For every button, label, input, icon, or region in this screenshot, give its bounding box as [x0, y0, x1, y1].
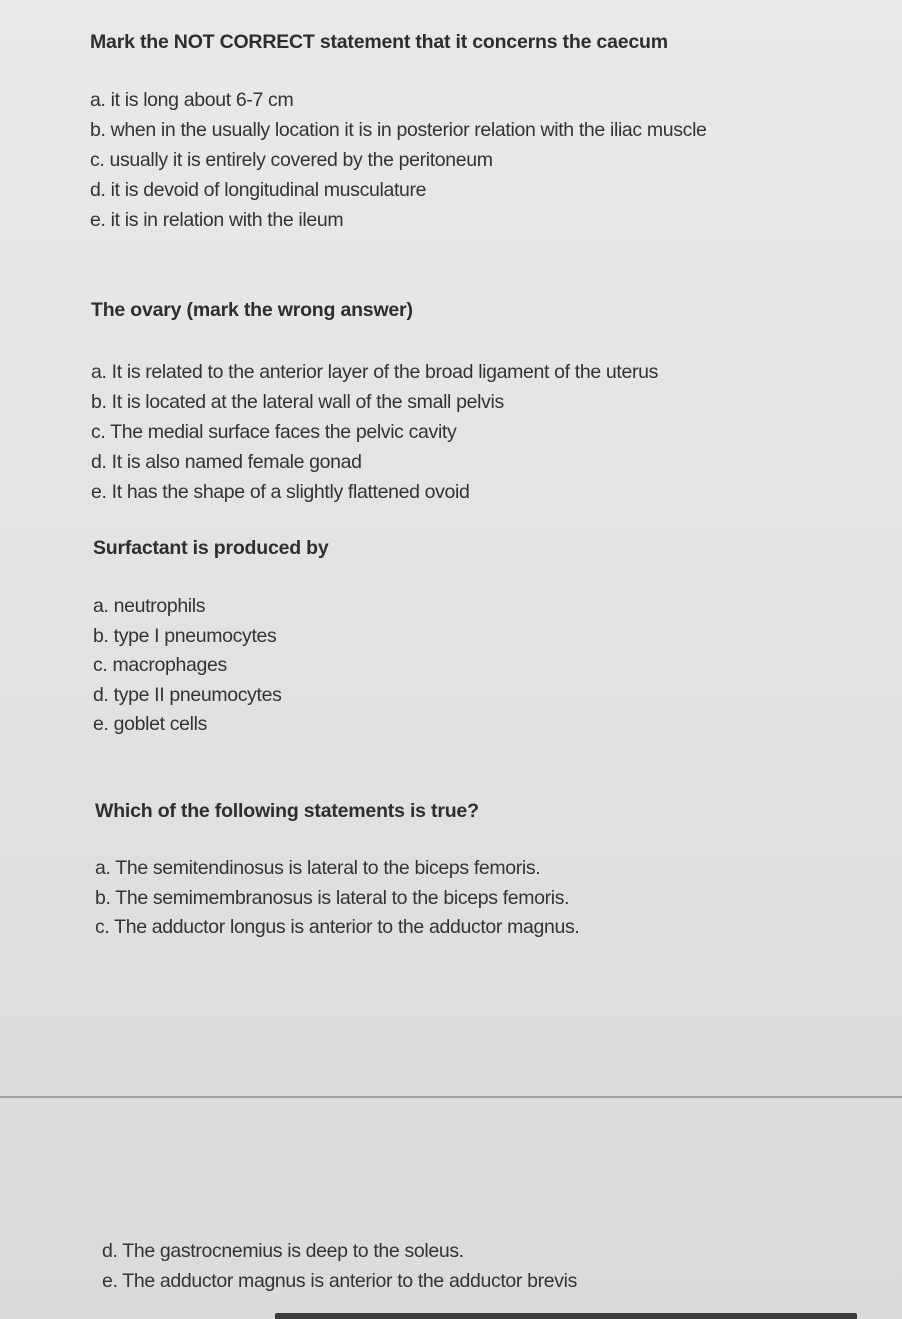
question-title: Surfactant is produced by: [93, 537, 329, 559]
answer-option-a[interactable]: a. It is related to the anterior layer of the broad ligament of the uterus: [91, 361, 659, 383]
answer-option-a[interactable]: a. neutrophils: [93, 595, 206, 617]
question-thigh-muscles: [95, 796, 579, 943]
answer-option-b[interactable]: b. type I pneumocytes: [93, 624, 277, 647]
answer-options: [102, 1237, 577, 1296]
page-divider: [0, 1096, 902, 1098]
answer-option-e[interactable]: e. it is in relation with the ileum: [90, 209, 344, 231]
answer-option-b[interactable]: b. The semimembranosus is lateral to the biceps femoris.: [95, 886, 570, 909]
answer-option-d[interactable]: d. type II pneumocytes: [93, 683, 282, 706]
question-caecum: [90, 27, 707, 235]
question-surfactant: [93, 533, 329, 740]
answer-options: [93, 592, 329, 740]
answer-option-e[interactable]: e. goblet cells: [93, 713, 207, 735]
answer-option-d[interactable]: d. It is also named female gonad: [91, 451, 362, 473]
question-title: Mark the NOT CORRECT statement that it concerns the caecum: [90, 31, 668, 53]
answer-option-c[interactable]: c. macrophages: [93, 654, 227, 676]
answer-option-b[interactable]: b. It is located at the lateral wall of the small pelvis: [91, 391, 504, 413]
question-title: Which of the following statements is true?: [95, 800, 479, 822]
answer-option-b[interactable]: b. when in the usually location it is in posterior relation with the iliac muscle: [90, 119, 707, 141]
answer-option-c[interactable]: c. The medial surface faces the pelvic cavity: [91, 421, 457, 443]
question-ovary: [91, 295, 658, 507]
bottom-bar: [275, 1313, 857, 1319]
answer-options: [95, 854, 579, 943]
question-thigh-muscles-continued: [102, 1237, 577, 1296]
answer-options: [90, 85, 707, 235]
answer-option-c[interactable]: c. The adductor longus is anterior to the adductor magnus.: [95, 916, 580, 938]
question-title: The ovary (mark the wrong answer): [91, 299, 413, 321]
answer-option-e[interactable]: e. The adductor magnus is anterior to the adductor brevis: [102, 1269, 578, 1292]
answer-option-d[interactable]: d. it is devoid of longitudinal musculature: [90, 179, 427, 201]
answer-option-a[interactable]: a. it is long about 6-7 cm: [90, 89, 294, 111]
answer-option-c[interactable]: c. usually it is entirely covered by the peritoneum: [90, 149, 493, 171]
answer-option-e[interactable]: e. It has the shape of a slightly flattened ovoid: [91, 481, 470, 503]
answer-options: [91, 357, 658, 507]
answer-option-a[interactable]: a. The semitendinosus is lateral to the biceps femoris.: [95, 857, 541, 879]
answer-option-d[interactable]: d. The gastrocnemius is deep to the soleus.: [102, 1240, 464, 1262]
